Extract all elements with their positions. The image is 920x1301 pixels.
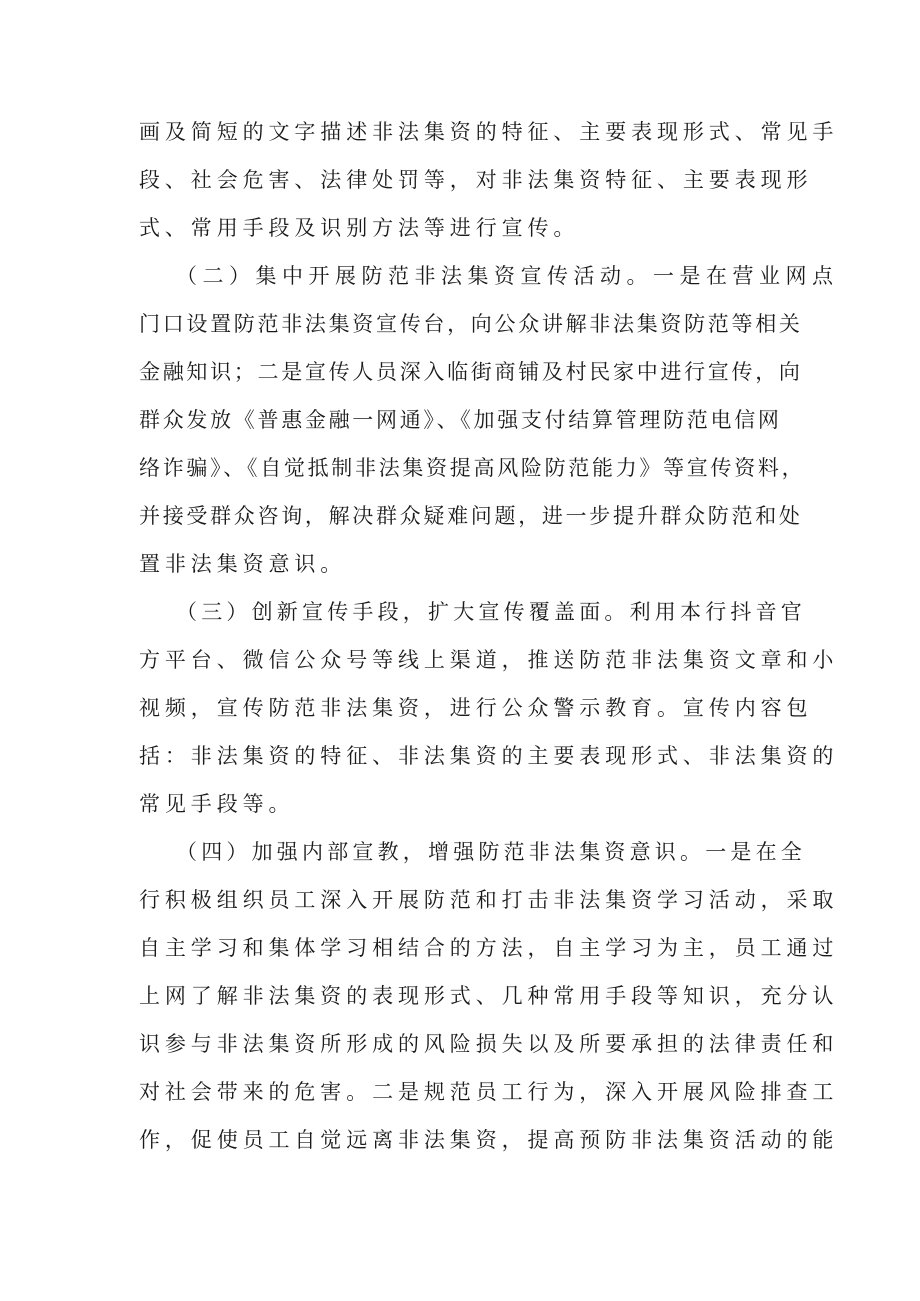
text-line: 金融知识；二是宣传人员深入临街商铺及村民家中进行宣传，向 — [139, 360, 803, 384]
text-line: 门口设置防范非法集资宣传台，向公众讲解非法集资防范等相关 — [139, 312, 803, 336]
text-line: 行积极组织员工深入开展防范和打击非法集资学习活动，采取 — [139, 888, 839, 912]
text-line: 作，促使员工自觉远离非法集资，提高预防非法集资活动的能 — [139, 1128, 839, 1152]
text-line: 上网了解非法集资的表现形式、几种常用手段等知识，充分认 — [139, 984, 839, 1008]
text-line: 置非法集资意识。 — [139, 552, 347, 576]
text-line: 络诈骗》、《自觉抵制非法集资提高风险防范能力》等宣传资料， — [139, 456, 806, 480]
text-line: 识参与非法集资所形成的风险损失以及所要承担的法律责任和 — [139, 1032, 839, 1056]
text-line: 画及简短的文字描述非法集资的特征、主要表现形式、常见手 — [139, 120, 839, 144]
text-line: 自主学习和集体学习相结合的方法，自主学习为主，员工通过 — [139, 936, 839, 960]
text-line: 并接受群众咨询，解决群众疑难问题，进一步提升群众防范和处 — [139, 504, 803, 528]
text-line: （三）创新宣传手段，扩大宣传覆盖面。利用本行抖音官 — [176, 600, 806, 624]
text-line: 群众发放《普惠金融一网通》、《加强支付结算管理防范电信网 — [139, 408, 782, 432]
text-line: （二）集中开展防范非法集资宣传活动。一是在营业网点 — [176, 264, 839, 288]
text-line: 对社会带来的危害。二是规范员工行为，深入开展风险排查工 — [139, 1080, 839, 1104]
text-line: 常见手段等。 — [139, 792, 295, 816]
text-line: 视频，宣传防范非法集资，进行公众警示教育。宣传内容包 — [139, 696, 813, 720]
text-line: （四）加强内部宣教，增强防范非法集资意识。一是在全 — [176, 840, 806, 864]
text-line: 括：非法集资的特征、非法集资的主要表现形式、非法集资的 — [139, 744, 839, 768]
text-line: 段、社会危害、法律处罚等，对非法集资特征、主要表现形 — [139, 168, 813, 192]
text-line: 式、常用手段及识别方法等进行宣传。 — [139, 216, 580, 240]
text-line: 方平台、微信公众号等线上渠道，推送防范非法集资文章和小 — [139, 648, 839, 672]
